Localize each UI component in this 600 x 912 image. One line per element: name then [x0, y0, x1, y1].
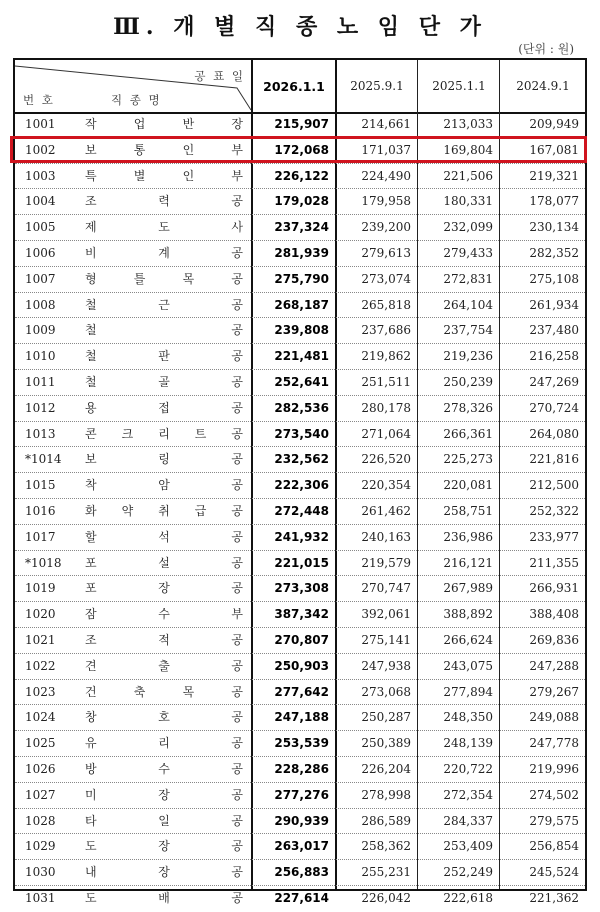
- header-job-name-label: 직 종 명: [111, 93, 162, 107]
- table-row: [15, 705, 585, 731]
- row-number: 1019: [25, 581, 56, 596]
- wage-table: [13, 58, 587, 905]
- header-number-label: 번 호: [23, 93, 55, 107]
- wage-value: 221,506: [443, 168, 493, 183]
- job-name: 특 별 인 부: [85, 168, 243, 183]
- wage-value: 264,080: [529, 426, 579, 441]
- wage-value: 222,306: [274, 478, 329, 493]
- wage-value: 237,754: [443, 323, 493, 338]
- row-number: 1027: [25, 787, 56, 802]
- wage-value: 279,575: [529, 813, 579, 828]
- wage-value: 243,075: [443, 658, 493, 673]
- job-name: 보 링 공: [85, 452, 243, 467]
- wage-value: 392,061: [361, 607, 411, 622]
- job-name: 화 약 취 급 공: [85, 503, 243, 518]
- wage-value: 264,104: [443, 297, 493, 312]
- wage-value: 221,481: [274, 349, 329, 364]
- wage-value: 266,931: [529, 581, 579, 596]
- table-row: [15, 576, 585, 602]
- wage-value: 224,490: [361, 168, 411, 183]
- row-number: 1005: [25, 220, 56, 235]
- wage-value: 171,037: [361, 142, 411, 157]
- row-number: 1031: [25, 890, 56, 905]
- job-name: 도 배 공: [85, 890, 243, 905]
- page-title: Ⅲ. 개 별 직 종 노 임 단 가: [113, 14, 487, 40]
- job-name: 콘 크 리 트 공: [85, 426, 243, 441]
- wage-value: 279,267: [529, 684, 579, 699]
- wage-value: 226,042: [361, 890, 411, 905]
- job-name: 착 암 공: [85, 478, 243, 493]
- wage-value: 270,724: [529, 400, 579, 415]
- wage-value: 273,074: [361, 271, 411, 286]
- table-row: [15, 447, 585, 473]
- wage-value: 265,818: [361, 297, 411, 312]
- table-row: [15, 628, 585, 654]
- job-name: 보 통 인 부: [85, 142, 243, 157]
- table-row: [15, 267, 585, 293]
- table-row: [15, 396, 585, 422]
- wage-value: 278,326: [443, 400, 493, 415]
- row-number: 1023: [25, 684, 56, 699]
- wage-value: 252,641: [274, 374, 329, 389]
- wage-value: 282,352: [529, 245, 579, 260]
- wage-value: 178,077: [529, 194, 579, 209]
- table-row: [15, 112, 585, 138]
- wage-value: 273,308: [274, 581, 329, 596]
- row-number: 1004: [25, 194, 56, 209]
- wage-value: 261,934: [529, 297, 579, 312]
- wage-value: 267,989: [443, 581, 493, 596]
- wage-value: 211,355: [529, 555, 579, 570]
- row-number: 1024: [25, 710, 56, 725]
- table-row: [15, 422, 585, 448]
- row-number: *1014: [25, 452, 62, 467]
- job-name: 포 장 공: [85, 581, 243, 596]
- wage-value: 179,958: [361, 194, 411, 209]
- job-name: 철 판 공: [85, 349, 243, 364]
- wage-value: 220,354: [361, 478, 411, 493]
- job-name: 견 출 공: [85, 658, 243, 673]
- wage-value: 248,139: [443, 736, 493, 751]
- wage-value: 248,350: [443, 710, 493, 725]
- wage-value: 273,068: [361, 684, 411, 699]
- table-row: [15, 654, 585, 680]
- row-number: *1018: [25, 555, 62, 570]
- wage-value: 261,462: [361, 503, 411, 518]
- wage-value: 275,108: [529, 271, 579, 286]
- wage-value: 274,502: [529, 787, 579, 802]
- job-name: 철 근 공: [85, 297, 243, 312]
- wage-value: 249,088: [529, 710, 579, 725]
- table-row: [15, 551, 585, 577]
- wage-value: 266,361: [443, 426, 493, 441]
- wage-value: 241,932: [274, 529, 329, 544]
- wage-value: 271,064: [361, 426, 411, 441]
- row-number: 1026: [25, 761, 56, 776]
- wage-value: 227,614: [274, 890, 329, 905]
- wage-value: 281,939: [274, 245, 329, 260]
- job-name: 건 축 목 공: [85, 684, 243, 699]
- job-name: 유 리 공: [85, 736, 243, 751]
- wage-value: 256,854: [529, 839, 579, 854]
- wage-value: 237,324: [274, 220, 329, 235]
- wage-value: 240,163: [361, 529, 411, 544]
- table-row: [15, 731, 585, 757]
- wage-value: 250,389: [361, 736, 411, 751]
- table-row: [15, 860, 585, 886]
- row-number: 1025: [25, 736, 56, 751]
- row-number: 1017: [25, 529, 56, 544]
- table-row: [15, 499, 585, 525]
- wage-value: 258,751: [443, 503, 493, 518]
- wage-value: 290,939: [274, 813, 329, 828]
- wage-value: 221,362: [529, 890, 579, 905]
- job-name: 철 골 공: [85, 374, 243, 389]
- wage-value: 280,178: [361, 400, 411, 415]
- wage-value: 226,122: [274, 168, 329, 183]
- wage-value: 216,258: [529, 349, 579, 364]
- table-row: [15, 783, 585, 809]
- wage-value: 277,894: [443, 684, 493, 699]
- row-number: 1013: [25, 426, 56, 441]
- wage-value: 253,539: [274, 736, 329, 751]
- wage-value: 222,618: [443, 890, 493, 905]
- job-name: 조 적 공: [85, 632, 243, 647]
- job-name: 형 틀 목 공: [85, 271, 243, 286]
- table-row: [15, 602, 585, 628]
- wage-value: 255,231: [361, 865, 411, 880]
- wage-value: 245,524: [529, 865, 579, 880]
- table-row: [15, 809, 585, 835]
- wage-value: 387,342: [274, 607, 329, 622]
- job-name: 잠 수 부: [85, 607, 243, 622]
- wage-value: 226,204: [361, 761, 411, 776]
- wage-value: 219,579: [361, 555, 411, 570]
- table-row: [15, 138, 585, 164]
- wage-value: 273,540: [274, 426, 329, 441]
- row-number: 1007: [25, 271, 56, 286]
- table-body: [15, 112, 585, 912]
- header-date-2026-1-1: 2026.1.1: [263, 78, 325, 94]
- wage-value: 247,269: [529, 374, 579, 389]
- wage-value: 279,613: [361, 245, 411, 260]
- job-name: 제 도 사: [85, 220, 243, 235]
- wage-value: 212,500: [529, 478, 579, 493]
- wage-value: 277,642: [274, 684, 329, 699]
- row-number: 1022: [25, 658, 56, 673]
- wage-value: 213,033: [443, 117, 493, 131]
- table-row: [15, 189, 585, 215]
- table-row: [15, 241, 585, 267]
- wage-value: 167,081: [529, 142, 579, 157]
- header-publish-date-label: 공 표 일: [194, 69, 245, 83]
- wage-value: 247,778: [529, 736, 579, 751]
- wage-value: 237,686: [361, 323, 411, 338]
- wage-value: 228,286: [274, 761, 329, 776]
- wage-value: 179,028: [274, 194, 329, 209]
- wage-value: 215,907: [274, 117, 329, 131]
- row-number: 1028: [25, 813, 56, 828]
- table-row: [15, 886, 585, 912]
- job-name: 내 장 공: [85, 865, 243, 880]
- header-date-2025-1-1: 2025.1.1: [432, 79, 486, 93]
- wage-value: 251,511: [361, 374, 411, 389]
- wage-value: 282,536: [274, 400, 329, 415]
- header-date-2024-9-1: 2024.9.1: [516, 79, 570, 93]
- wage-value: 268,187: [274, 297, 329, 312]
- wage-value: 247,188: [274, 710, 329, 725]
- table-row: [15, 293, 585, 319]
- wage-value: 225,273: [443, 452, 493, 467]
- wage-value: 270,747: [361, 581, 411, 596]
- row-number: 1015: [25, 478, 56, 493]
- wage-value: 250,287: [361, 710, 411, 725]
- row-number: 1002: [25, 142, 56, 157]
- wage-value: 277,276: [274, 787, 329, 802]
- wage-value: 226,520: [361, 452, 411, 467]
- job-name: 미 장 공: [85, 787, 243, 802]
- job-name: 용 접 공: [85, 400, 243, 415]
- wage-value: 239,808: [274, 323, 329, 338]
- wage-value: 253,409: [443, 839, 493, 854]
- row-number: 1029: [25, 839, 56, 854]
- wage-value: 221,015: [274, 555, 329, 570]
- row-number: 1016: [25, 503, 56, 518]
- row-number: 1011: [25, 374, 56, 389]
- wage-value: 286,589: [361, 813, 411, 828]
- wage-value: 272,448: [274, 503, 329, 518]
- job-name: 비 계 공: [85, 245, 243, 260]
- wage-value: 388,892: [443, 607, 493, 622]
- wage-value: 250,903: [274, 658, 329, 673]
- table-row: [15, 757, 585, 783]
- wage-value: 220,081: [443, 478, 493, 493]
- wage-value: 239,200: [361, 220, 411, 235]
- row-number: 1006: [25, 245, 56, 260]
- table-row: [15, 525, 585, 551]
- table-row: [15, 370, 585, 396]
- job-name: 타 일 공: [85, 813, 243, 828]
- row-number: 1020: [25, 607, 56, 622]
- wage-value: 172,068: [274, 142, 329, 157]
- wage-value: 216,121: [443, 555, 493, 570]
- wage-value: 236,986: [443, 529, 493, 544]
- job-name: 창 호 공: [85, 710, 243, 725]
- wage-value: 232,562: [274, 452, 329, 467]
- wage-value: 388,408: [529, 607, 579, 622]
- wage-value: 269,836: [529, 632, 579, 647]
- wage-value: 266,624: [443, 632, 493, 647]
- job-name: 할 석 공: [85, 529, 243, 544]
- wage-value: 256,883: [274, 865, 329, 880]
- row-number: 1003: [25, 168, 56, 183]
- row-number: 1008: [25, 297, 56, 312]
- wage-value: 230,134: [529, 220, 579, 235]
- table-row: [15, 164, 585, 190]
- job-name: 포 설 공: [85, 555, 243, 570]
- wage-value: 219,236: [443, 349, 493, 364]
- wage-value: 214,661: [361, 117, 411, 131]
- wage-value: 180,331: [443, 194, 493, 209]
- job-name: 철 공: [85, 323, 243, 338]
- wage-value: 209,949: [529, 117, 579, 131]
- wage-value: 219,321: [529, 168, 579, 183]
- job-name: 작 업 반 장: [85, 117, 243, 131]
- row-number: 1010: [25, 349, 56, 364]
- wage-value: 219,862: [361, 349, 411, 364]
- job-name: 도 장 공: [85, 839, 243, 854]
- wage-value: 232,099: [443, 220, 493, 235]
- row-number: 1012: [25, 400, 56, 415]
- wage-value: 258,362: [361, 839, 411, 854]
- wage-value: 252,249: [443, 865, 493, 880]
- wage-value: 272,831: [443, 271, 493, 286]
- table-row: [15, 344, 585, 370]
- wage-value: 272,354: [443, 787, 493, 802]
- wage-value: 247,938: [361, 658, 411, 673]
- table-row: [15, 215, 585, 241]
- wage-value: 247,288: [529, 658, 579, 673]
- wage-value: 220,722: [443, 761, 493, 776]
- row-number: 1030: [25, 865, 56, 880]
- wage-value: 275,790: [274, 271, 329, 286]
- job-name: 조 력 공: [85, 194, 243, 209]
- row-number: 1009: [25, 323, 56, 338]
- row-number: 1001: [25, 117, 56, 131]
- wage-value: 278,998: [361, 787, 411, 802]
- row-number: 1021: [25, 632, 56, 647]
- wage-value: 219,996: [529, 761, 579, 776]
- wage-value: 221,816: [529, 452, 579, 467]
- job-name: 방 수 공: [85, 761, 243, 776]
- wage-value: 252,322: [529, 503, 579, 518]
- table-row: [15, 473, 585, 499]
- wage-value: 250,239: [443, 374, 493, 389]
- wage-value: 233,977: [529, 529, 579, 544]
- wage-value: 275,141: [361, 632, 411, 647]
- wage-value: 270,807: [274, 632, 329, 647]
- wage-value: 284,337: [443, 813, 493, 828]
- table-row: [15, 318, 585, 344]
- wage-value: 279,433: [443, 245, 493, 260]
- table-row: [15, 834, 585, 860]
- table-row: [15, 680, 585, 706]
- wage-value: 263,017: [274, 839, 329, 854]
- wage-value: 237,480: [529, 323, 579, 338]
- header-date-2025-9-1: 2025.9.1: [350, 79, 404, 93]
- wage-value: 169,804: [443, 142, 493, 157]
- unit-label: (단위 : 원): [518, 42, 574, 56]
